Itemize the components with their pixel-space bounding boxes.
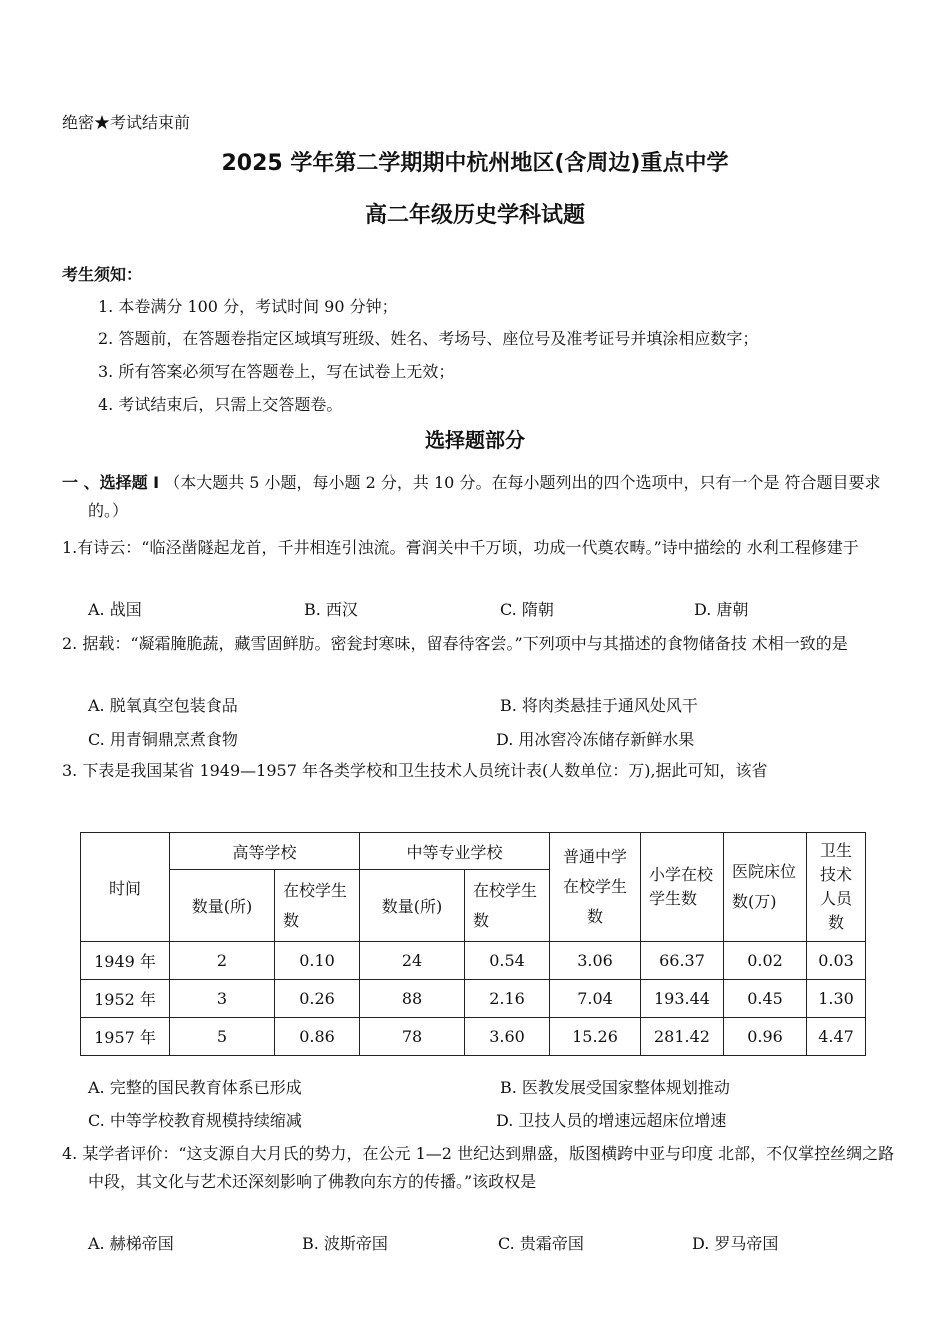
table-cell: 281.42 [641,1018,724,1056]
table-cell: 3.60 [465,1018,550,1056]
table-cell: 193.44 [641,980,724,1018]
table-cell: 2 [170,942,275,980]
notice-item: 1. 本卷满分 100 分，考试时间 90 分钟； [98,297,398,316]
table-cell: 0.86 [275,1018,360,1056]
question-1-stem: 1.有诗云：“临泾凿隧起龙首，千井相连引浊流。膏润关中千万顷，功成一代奠农畴。”诗中描绘的 水利工程修建于 [62,538,859,557]
table-row [81,1018,866,1056]
notice-heading: 考生须知： [62,265,143,284]
table-header-general-secondary: 普通中学在校学生数 [550,833,641,942]
q3-option-c[interactable]: C. 中等学校教育规模持续缩减 [88,1111,302,1130]
table-cell: 1952 年 [81,980,170,1018]
q2-option-b[interactable]: B. 将肉类悬挂于通风处风干 [500,696,698,715]
table-header-secondary: 中等专业学校 [360,833,550,870]
notice-item: 4. 考试结束后，只需上交答题卷。 [98,395,343,414]
table-cell: 24 [360,942,465,980]
q4-option-d[interactable]: D. 罗马帝国 [692,1234,779,1253]
table-header-primary: 小学在校学生数 [641,833,724,942]
question-4-stem: 4. 某学者评价：“这支源自大月氏的势力，在公元 1—2 世纪达到鼎盛，版图横跨中亚与印度 北部，不仅掌控丝绸之路中段，其文化与艺术还深刻影响了佛教向东方的传播。”该政权是 [62,1144,895,1191]
exam-subtitle: 高二年级历史学科试题 [364,203,585,228]
q1-option-a[interactable]: A. 战国 [88,600,142,619]
q4-option-a[interactable]: A. 赫梯帝国 [88,1234,174,1253]
question-3-stem: 3. 下表是我国某省 1949—1957 年各类学校和卫生技术人员统计表(人数单位：万),据此可知，该省 [62,761,768,780]
section-title: 选择题部分 [425,428,525,452]
q2-option-d[interactable]: D. 用冰窖冷冻储存新鲜水果 [496,730,695,749]
table-cell: 88 [360,980,465,1018]
q4-option-b[interactable]: B. 波斯帝国 [302,1234,388,1253]
secret-mark: 绝密★考试结束前 [62,113,191,132]
table-cell: 5 [170,1018,275,1056]
q1-option-b[interactable]: B. 西汉 [304,600,358,619]
q2-option-a[interactable]: A. 脱氧真空包装食品 [88,696,238,715]
q1-option-d[interactable]: D. 唐朝 [694,600,749,619]
table-cell: 0.02 [724,942,807,980]
question-2-stem: 2. 据载：“凝霜腌脆蔬，藏雪固鲜肪。密瓮封寒味，留春待客尝。”下列项中与其描述的食物储备技 术相一致的是 [62,634,848,653]
table-header-health-staff: 卫生技术人员数 [807,833,866,942]
table-cell: 78 [360,1018,465,1056]
table-cell: 66.37 [641,942,724,980]
table-cell: 3 [170,980,275,1018]
table-cell: 1949 年 [81,942,170,980]
table-cell: 0.54 [465,942,550,980]
notice-item: 3. 所有答案必须写在答题卷上，写在试卷上无效； [98,362,455,381]
q1-option-c[interactable]: C. 隋朝 [500,600,554,619]
table-header-time: 时间 [81,833,170,942]
table-cell: 15.26 [550,1018,641,1056]
table-header-count: 数量(所) [360,870,465,942]
table-cell: 0.03 [807,942,866,980]
table-cell: 2.16 [465,980,550,1018]
table-cell: 3.06 [550,942,641,980]
table-cell: 0.96 [724,1018,807,1056]
table-header-students: 在校学生数 [465,870,550,942]
table-header-higher-ed: 高等学校 [170,833,360,870]
table-header-count: 数量(所) [170,870,275,942]
table-cell: 1957 年 [81,1018,170,1056]
q2-option-c[interactable]: C. 用青铜鼎烹煮食物 [88,730,238,749]
section-label: 一 、选择题 I [62,473,160,492]
table-cell: 0.26 [275,980,360,1018]
statistics-table [80,832,866,1056]
table-header-students: 在校学生数 [275,870,360,942]
q3-option-b[interactable]: B. 医教发展受国家整体规划推动 [500,1078,730,1097]
table-header-hospital-beds: 医院床位数(万) [724,833,807,942]
table-cell: 7.04 [550,980,641,1018]
table-cell: 4.47 [807,1018,866,1056]
exam-title: 2025 学年第二学期期中杭州地区(含周边)重点中学 [221,151,729,176]
table-row [81,980,866,1018]
q4-option-c[interactable]: C. 贵霜帝国 [498,1234,584,1253]
table-row [81,942,866,980]
section-description: （本大题共 5 小题，每小题 2 分，共 10 分。在每小题列出的四个选项中，只有一个是 符合题目要求的。） [88,473,881,520]
table-cell: 0.10 [275,942,360,980]
table-cell: 0.45 [724,980,807,1018]
notice-item: 2. 答题前，在答题卷指定区域填写班级、姓名、考场号、座位号及准考证号并填涂相应数字； [98,329,759,348]
q3-option-a[interactable]: A. 完整的国民教育体系已形成 [88,1078,302,1097]
table-cell: 1.30 [807,980,866,1018]
section-instructions [62,469,908,525]
q3-option-d[interactable]: D. 卫技人员的增速远超床位增速 [496,1111,727,1130]
